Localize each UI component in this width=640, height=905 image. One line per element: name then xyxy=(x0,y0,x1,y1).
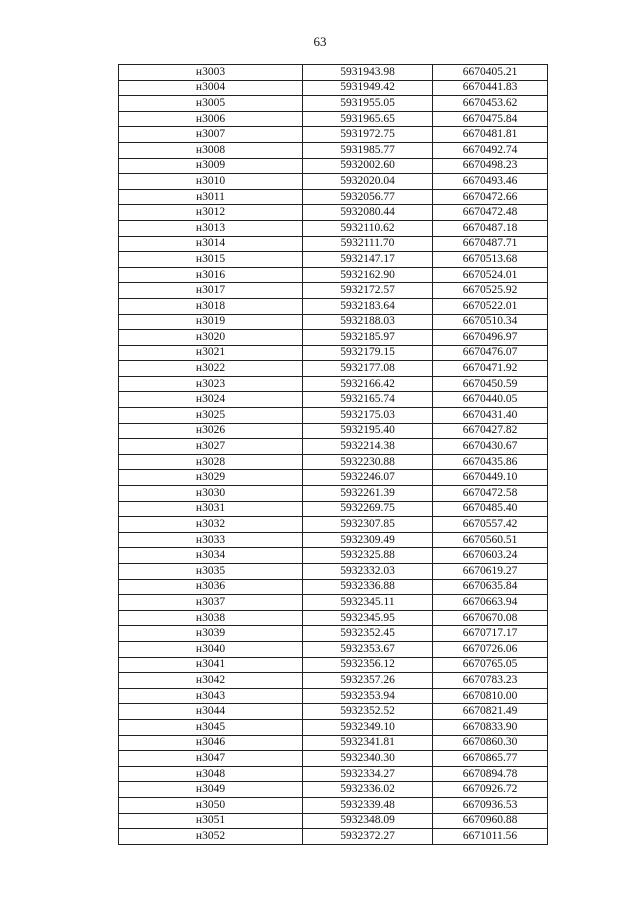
x-coordinate-cell: 5932056.77 xyxy=(303,189,433,205)
x-coordinate-cell: 5932352.45 xyxy=(303,626,433,642)
point-id-cell: н3033 xyxy=(119,532,303,548)
point-id-cell: н3024 xyxy=(119,392,303,408)
point-id-cell: н3039 xyxy=(119,626,303,642)
point-id-cell: н3013 xyxy=(119,220,303,236)
y-coordinate-cell: 6670441.83 xyxy=(433,80,548,96)
y-coordinate-cell: 6670833.90 xyxy=(433,719,548,735)
table-row xyxy=(119,548,548,564)
point-id-cell: н3031 xyxy=(119,501,303,517)
point-id-cell: н3025 xyxy=(119,408,303,424)
table-row xyxy=(119,486,548,502)
point-id-cell: н3035 xyxy=(119,564,303,580)
table-row xyxy=(119,751,548,767)
point-id-cell: н3009 xyxy=(119,158,303,174)
table-row xyxy=(119,735,548,751)
table-row xyxy=(119,142,548,158)
table-row xyxy=(119,236,548,252)
y-coordinate-cell: 6670475.84 xyxy=(433,111,548,127)
x-coordinate-cell: 5932334.27 xyxy=(303,766,433,782)
point-id-cell: н3048 xyxy=(119,766,303,782)
x-coordinate-cell: 5932269.75 xyxy=(303,501,433,517)
point-id-cell: н3019 xyxy=(119,314,303,330)
y-coordinate-cell: 6670472.48 xyxy=(433,205,548,221)
point-id-cell: н3047 xyxy=(119,751,303,767)
table-row xyxy=(119,470,548,486)
point-id-cell: н3015 xyxy=(119,252,303,268)
point-id-cell: н3040 xyxy=(119,641,303,657)
y-coordinate-cell: 6670936.53 xyxy=(433,797,548,813)
x-coordinate-cell: 5932353.94 xyxy=(303,688,433,704)
point-id-cell: н3016 xyxy=(119,267,303,283)
x-coordinate-cell: 5931949.42 xyxy=(303,80,433,96)
y-coordinate-cell: 6670481.81 xyxy=(433,127,548,143)
y-coordinate-cell: 6670926.72 xyxy=(433,782,548,798)
coordinates-table-body xyxy=(119,65,548,845)
point-id-cell: н3017 xyxy=(119,283,303,299)
table-row xyxy=(119,688,548,704)
y-coordinate-cell: 6671011.56 xyxy=(433,829,548,845)
table-row xyxy=(119,252,548,268)
x-coordinate-cell: 5932175.03 xyxy=(303,408,433,424)
x-coordinate-cell: 5932341.81 xyxy=(303,735,433,751)
table-row xyxy=(119,517,548,533)
x-coordinate-cell: 5931943.98 xyxy=(303,65,433,81)
y-coordinate-cell: 6670476.07 xyxy=(433,345,548,361)
x-coordinate-cell: 5931972.75 xyxy=(303,127,433,143)
y-coordinate-cell: 6670894.78 xyxy=(433,766,548,782)
page-number: 63 xyxy=(313,34,327,49)
table-row xyxy=(119,96,548,112)
x-coordinate-cell: 5932214.38 xyxy=(303,439,433,455)
y-coordinate-cell: 6670603.24 xyxy=(433,548,548,564)
table-row xyxy=(119,314,548,330)
x-coordinate-cell: 5932147.17 xyxy=(303,252,433,268)
y-coordinate-cell: 6670472.58 xyxy=(433,486,548,502)
y-coordinate-cell: 6670472.66 xyxy=(433,189,548,205)
point-id-cell: н3051 xyxy=(119,813,303,829)
table-row xyxy=(119,813,548,829)
table-row xyxy=(119,189,548,205)
point-id-cell: н3038 xyxy=(119,610,303,626)
point-id-cell: н3003 xyxy=(119,65,303,81)
table-row xyxy=(119,220,548,236)
point-id-cell: н3004 xyxy=(119,80,303,96)
table-row xyxy=(119,579,548,595)
y-coordinate-cell: 6670635.84 xyxy=(433,579,548,595)
point-id-cell: н3052 xyxy=(119,829,303,845)
y-coordinate-cell: 6670960.88 xyxy=(433,813,548,829)
y-coordinate-cell: 6670440.05 xyxy=(433,392,548,408)
point-id-cell: н3036 xyxy=(119,579,303,595)
y-coordinate-cell: 6670487.71 xyxy=(433,236,548,252)
point-id-cell: н3008 xyxy=(119,142,303,158)
point-id-cell: н3006 xyxy=(119,111,303,127)
x-coordinate-cell: 5932080.44 xyxy=(303,205,433,221)
x-coordinate-cell: 5932345.11 xyxy=(303,595,433,611)
x-coordinate-cell: 5932348.09 xyxy=(303,813,433,829)
x-coordinate-cell: 5931985.77 xyxy=(303,142,433,158)
y-coordinate-cell: 6670471.92 xyxy=(433,361,548,377)
x-coordinate-cell: 5932332.03 xyxy=(303,564,433,580)
y-coordinate-cell: 6670670.08 xyxy=(433,610,548,626)
table-row xyxy=(119,376,548,392)
point-id-cell: н3018 xyxy=(119,298,303,314)
x-coordinate-cell: 5932183.64 xyxy=(303,298,433,314)
table-row xyxy=(119,782,548,798)
x-coordinate-cell: 5932336.88 xyxy=(303,579,433,595)
point-id-cell: н3049 xyxy=(119,782,303,798)
table-row xyxy=(119,174,548,190)
point-id-cell: н3050 xyxy=(119,797,303,813)
point-id-cell: н3044 xyxy=(119,704,303,720)
y-coordinate-cell: 6670496.97 xyxy=(433,330,548,346)
table-row xyxy=(119,797,548,813)
x-coordinate-cell: 5932353.67 xyxy=(303,641,433,657)
point-id-cell: н3021 xyxy=(119,345,303,361)
table-row xyxy=(119,610,548,626)
y-coordinate-cell: 6670726.06 xyxy=(433,641,548,657)
y-coordinate-cell: 6670860.30 xyxy=(433,735,548,751)
x-coordinate-cell: 5932325.88 xyxy=(303,548,433,564)
y-coordinate-cell: 6670449.10 xyxy=(433,470,548,486)
table-row xyxy=(119,111,548,127)
table-row xyxy=(119,330,548,346)
point-id-cell: н3043 xyxy=(119,688,303,704)
x-coordinate-cell: 5932188.03 xyxy=(303,314,433,330)
x-coordinate-cell: 5932339.48 xyxy=(303,797,433,813)
y-coordinate-cell: 6670865.77 xyxy=(433,751,548,767)
x-coordinate-cell: 5932179.15 xyxy=(303,345,433,361)
y-coordinate-cell: 6670717.17 xyxy=(433,626,548,642)
y-coordinate-cell: 6670619.27 xyxy=(433,564,548,580)
table-row xyxy=(119,439,548,455)
point-id-cell: н3007 xyxy=(119,127,303,143)
table-row xyxy=(119,267,548,283)
x-coordinate-cell: 5932162.90 xyxy=(303,267,433,283)
point-id-cell: н3030 xyxy=(119,486,303,502)
table-row xyxy=(119,657,548,673)
table-row xyxy=(119,626,548,642)
y-coordinate-cell: 6670524.01 xyxy=(433,267,548,283)
table-row xyxy=(119,564,548,580)
x-coordinate-cell: 5932185.97 xyxy=(303,330,433,346)
y-coordinate-cell: 6670513.68 xyxy=(433,252,548,268)
x-coordinate-cell: 5932349.10 xyxy=(303,719,433,735)
y-coordinate-cell: 6670765.05 xyxy=(433,657,548,673)
y-coordinate-cell: 6670493.46 xyxy=(433,174,548,190)
point-id-cell: н3046 xyxy=(119,735,303,751)
table-row xyxy=(119,766,548,782)
y-coordinate-cell: 6670435.86 xyxy=(433,454,548,470)
y-coordinate-cell: 6670450.59 xyxy=(433,376,548,392)
table-row xyxy=(119,704,548,720)
x-coordinate-cell: 5932352.52 xyxy=(303,704,433,720)
x-coordinate-cell: 5932261.39 xyxy=(303,486,433,502)
y-coordinate-cell: 6670821.49 xyxy=(433,704,548,720)
table-row xyxy=(119,454,548,470)
x-coordinate-cell: 5931965.65 xyxy=(303,111,433,127)
x-coordinate-cell: 5932307.85 xyxy=(303,517,433,533)
table-row xyxy=(119,423,548,439)
x-coordinate-cell: 5932336.02 xyxy=(303,782,433,798)
y-coordinate-cell: 6670431.40 xyxy=(433,408,548,424)
y-coordinate-cell: 6670485.40 xyxy=(433,501,548,517)
x-coordinate-cell: 5932357.26 xyxy=(303,673,433,689)
point-id-cell: н3020 xyxy=(119,330,303,346)
point-id-cell: н3026 xyxy=(119,423,303,439)
table-row xyxy=(119,283,548,299)
x-coordinate-cell: 5932177.08 xyxy=(303,361,433,377)
point-id-cell: н3010 xyxy=(119,174,303,190)
y-coordinate-cell: 6670557.42 xyxy=(433,517,548,533)
y-coordinate-cell: 6670430.67 xyxy=(433,439,548,455)
x-coordinate-cell: 5932110.62 xyxy=(303,220,433,236)
table-row xyxy=(119,719,548,735)
table-row xyxy=(119,65,548,81)
point-id-cell: н3045 xyxy=(119,719,303,735)
table-row xyxy=(119,673,548,689)
table-row xyxy=(119,361,548,377)
point-id-cell: н3014 xyxy=(119,236,303,252)
point-id-cell: н3005 xyxy=(119,96,303,112)
y-coordinate-cell: 6670453.62 xyxy=(433,96,548,112)
point-id-cell: н3011 xyxy=(119,189,303,205)
table-row xyxy=(119,392,548,408)
x-coordinate-cell: 5932372.27 xyxy=(303,829,433,845)
table-row xyxy=(119,298,548,314)
x-coordinate-cell: 5932340.30 xyxy=(303,751,433,767)
point-id-cell: н3022 xyxy=(119,361,303,377)
x-coordinate-cell: 5932195.40 xyxy=(303,423,433,439)
table-row xyxy=(119,158,548,174)
table-row xyxy=(119,641,548,657)
x-coordinate-cell: 5932356.12 xyxy=(303,657,433,673)
point-id-cell: н3023 xyxy=(119,376,303,392)
x-coordinate-cell: 5932230.88 xyxy=(303,454,433,470)
y-coordinate-cell: 6670560.51 xyxy=(433,532,548,548)
table-row xyxy=(119,80,548,96)
y-coordinate-cell: 6670510.34 xyxy=(433,314,548,330)
coordinates-table xyxy=(118,64,548,845)
y-coordinate-cell: 6670525.92 xyxy=(433,283,548,299)
x-coordinate-cell: 5932309.49 xyxy=(303,532,433,548)
table-row xyxy=(119,345,548,361)
y-coordinate-cell: 6670427.82 xyxy=(433,423,548,439)
point-id-cell: н3037 xyxy=(119,595,303,611)
x-coordinate-cell: 5932246.07 xyxy=(303,470,433,486)
table-row xyxy=(119,595,548,611)
point-id-cell: н3012 xyxy=(119,205,303,221)
table-row xyxy=(119,501,548,517)
table-row xyxy=(119,408,548,424)
x-coordinate-cell: 5932020.04 xyxy=(303,174,433,190)
table-row xyxy=(119,532,548,548)
table-row xyxy=(119,205,548,221)
y-coordinate-cell: 6670783.23 xyxy=(433,673,548,689)
x-coordinate-cell: 5932172.57 xyxy=(303,283,433,299)
y-coordinate-cell: 6670663.94 xyxy=(433,595,548,611)
y-coordinate-cell: 6670810.00 xyxy=(433,688,548,704)
y-coordinate-cell: 6670487.18 xyxy=(433,220,548,236)
point-id-cell: н3041 xyxy=(119,657,303,673)
table-row xyxy=(119,829,548,845)
point-id-cell: н3032 xyxy=(119,517,303,533)
point-id-cell: н3028 xyxy=(119,454,303,470)
point-id-cell: н3027 xyxy=(119,439,303,455)
point-id-cell: н3029 xyxy=(119,470,303,486)
y-coordinate-cell: 6670492.74 xyxy=(433,142,548,158)
x-coordinate-cell: 5931955.05 xyxy=(303,96,433,112)
x-coordinate-cell: 5932345.95 xyxy=(303,610,433,626)
point-id-cell: н3042 xyxy=(119,673,303,689)
x-coordinate-cell: 5932002.60 xyxy=(303,158,433,174)
x-coordinate-cell: 5932111.70 xyxy=(303,236,433,252)
y-coordinate-cell: 6670522.01 xyxy=(433,298,548,314)
table-row xyxy=(119,127,548,143)
y-coordinate-cell: 6670405.21 xyxy=(433,65,548,81)
x-coordinate-cell: 5932165.74 xyxy=(303,392,433,408)
y-coordinate-cell: 6670498.23 xyxy=(433,158,548,174)
x-coordinate-cell: 5932166.42 xyxy=(303,376,433,392)
point-id-cell: н3034 xyxy=(119,548,303,564)
